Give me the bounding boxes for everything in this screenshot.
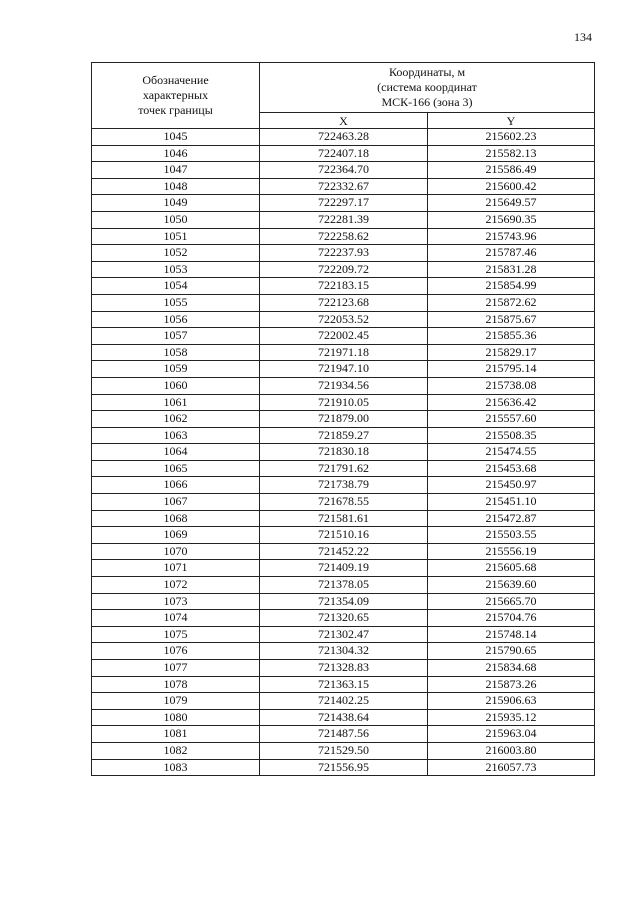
header-points-line-1: Обозначение: [142, 73, 209, 87]
y-cell: 215748.14: [428, 626, 595, 643]
x-cell: 721302.47: [260, 626, 428, 643]
point-id-cell: 1052: [92, 245, 260, 262]
x-cell: 722002.45: [260, 328, 428, 345]
table-row: [92, 527, 595, 544]
table-row: [92, 211, 595, 228]
table-row: [92, 344, 595, 361]
point-id-cell: 1067: [92, 494, 260, 511]
x-cell: 721934.56: [260, 377, 428, 394]
x-cell: 722237.93: [260, 245, 428, 262]
y-cell: 215649.57: [428, 195, 595, 212]
y-cell: 215855.36: [428, 328, 595, 345]
table-row: [92, 245, 595, 262]
table-row: [92, 394, 595, 411]
x-cell: 722463.28: [260, 129, 428, 146]
y-cell: 215854.99: [428, 278, 595, 295]
point-id-cell: 1078: [92, 676, 260, 693]
point-id-cell: 1079: [92, 693, 260, 710]
header-coordinates-line-3: МСК-166 (зона 3): [381, 95, 473, 109]
table-row: [92, 494, 595, 511]
y-cell: 215582.13: [428, 145, 595, 162]
x-cell: 722209.72: [260, 261, 428, 278]
y-cell: 215963.04: [428, 726, 595, 743]
header-points-line-3: точек границы: [138, 103, 213, 117]
y-cell: 215704.76: [428, 610, 595, 627]
point-id-cell: 1080: [92, 709, 260, 726]
point-id-cell: 1062: [92, 411, 260, 428]
table-row: [92, 543, 595, 560]
y-cell: 215586.49: [428, 162, 595, 179]
table-header: [92, 63, 595, 129]
y-cell: 215831.28: [428, 261, 595, 278]
x-cell: 722281.39: [260, 211, 428, 228]
table-row: [92, 261, 595, 278]
table-row: [92, 726, 595, 743]
y-cell: 216003.80: [428, 742, 595, 759]
y-cell: 215790.65: [428, 643, 595, 660]
table-row: [92, 610, 595, 627]
x-cell: 721378.05: [260, 577, 428, 594]
x-cell: 721438.64: [260, 709, 428, 726]
y-cell: 215834.68: [428, 660, 595, 677]
y-cell: 215795.14: [428, 361, 595, 378]
point-id-cell: 1063: [92, 427, 260, 444]
page-number: 134: [574, 30, 592, 44]
y-cell: 215743.96: [428, 228, 595, 245]
y-cell: 215935.12: [428, 709, 595, 726]
table-row: [92, 162, 595, 179]
y-cell: 215665.70: [428, 593, 595, 610]
y-cell: 215787.46: [428, 245, 595, 262]
x-cell: 721402.25: [260, 693, 428, 710]
y-cell: 215872.62: [428, 294, 595, 311]
y-cell: 215875.67: [428, 311, 595, 328]
x-cell: 721830.18: [260, 444, 428, 461]
y-cell: 215474.55: [428, 444, 595, 461]
x-cell: 721581.61: [260, 510, 428, 527]
x-cell: 721409.19: [260, 560, 428, 577]
x-cell: 721354.09: [260, 593, 428, 610]
point-id-cell: 1068: [92, 510, 260, 527]
x-cell: 722053.52: [260, 311, 428, 328]
y-cell: 215605.68: [428, 560, 595, 577]
y-cell: 215636.42: [428, 394, 595, 411]
x-cell: 721363.15: [260, 676, 428, 693]
point-id-cell: 1051: [92, 228, 260, 245]
table-row: [92, 145, 595, 162]
x-cell: 721879.00: [260, 411, 428, 428]
x-cell: 722332.67: [260, 178, 428, 195]
x-cell: 721947.10: [260, 361, 428, 378]
table-row: [92, 759, 595, 776]
x-cell: 721529.50: [260, 742, 428, 759]
y-cell: 215556.19: [428, 543, 595, 560]
table-row: [92, 577, 595, 594]
y-cell: 215472.87: [428, 510, 595, 527]
y-cell: 215508.35: [428, 427, 595, 444]
header-coordinates-line-1: Координаты, м: [388, 65, 466, 79]
x-cell: 721678.55: [260, 494, 428, 511]
point-id-cell: 1070: [92, 543, 260, 560]
point-id-cell: 1081: [92, 726, 260, 743]
header-points: [92, 63, 260, 129]
table-row: [92, 294, 595, 311]
x-cell: 721452.22: [260, 543, 428, 560]
table-body: [92, 129, 595, 776]
y-cell: 215451.10: [428, 494, 595, 511]
table-row: [92, 444, 595, 461]
y-cell: 215738.08: [428, 377, 595, 394]
point-id-cell: 1053: [92, 261, 260, 278]
point-id-cell: 1082: [92, 742, 260, 759]
x-cell: 721320.65: [260, 610, 428, 627]
point-id-cell: 1049: [92, 195, 260, 212]
y-cell: 215829.17: [428, 344, 595, 361]
table-row: [92, 693, 595, 710]
point-id-cell: 1075: [92, 626, 260, 643]
y-cell: 215600.42: [428, 178, 595, 195]
point-id-cell: 1077: [92, 660, 260, 677]
y-cell: 215906.63: [428, 693, 595, 710]
table-row: [92, 278, 595, 295]
table-row: [92, 626, 595, 643]
point-id-cell: 1050: [92, 211, 260, 228]
y-cell: 215873.26: [428, 676, 595, 693]
y-cell: 215690.35: [428, 211, 595, 228]
y-cell: 215639.60: [428, 577, 595, 594]
table-row: [92, 676, 595, 693]
point-id-cell: 1047: [92, 162, 260, 179]
x-cell: 721556.95: [260, 759, 428, 776]
point-id-cell: 1059: [92, 361, 260, 378]
table-row: [92, 460, 595, 477]
x-cell: 721738.79: [260, 477, 428, 494]
coordinates-table: [91, 62, 595, 776]
x-cell: 722183.15: [260, 278, 428, 295]
point-id-cell: 1083: [92, 759, 260, 776]
table-row: [92, 643, 595, 660]
table-row: [92, 709, 595, 726]
point-id-cell: 1066: [92, 477, 260, 494]
table-row: [92, 178, 595, 195]
point-id-cell: 1048: [92, 178, 260, 195]
point-id-cell: 1064: [92, 444, 260, 461]
point-id-cell: 1065: [92, 460, 260, 477]
header-coordinates-line-2: (система координат: [377, 80, 477, 94]
x-cell: 722258.62: [260, 228, 428, 245]
x-cell: 722407.18: [260, 145, 428, 162]
x-cell: 722297.17: [260, 195, 428, 212]
y-cell: 215450.97: [428, 477, 595, 494]
x-cell: 721304.32: [260, 643, 428, 660]
table-row: [92, 328, 595, 345]
x-cell: 721510.16: [260, 527, 428, 544]
point-id-cell: 1046: [92, 145, 260, 162]
header-coordinates: [260, 63, 595, 113]
point-id-cell: 1072: [92, 577, 260, 594]
x-cell: 722123.68: [260, 294, 428, 311]
table-row: [92, 510, 595, 527]
table-row: [92, 560, 595, 577]
header-points-line-2: характерных: [142, 88, 209, 102]
point-id-cell: 1055: [92, 294, 260, 311]
x-cell: 721487.56: [260, 726, 428, 743]
table-row: [92, 361, 595, 378]
table-row: [92, 411, 595, 428]
point-id-cell: 1069: [92, 527, 260, 544]
y-cell: 215557.60: [428, 411, 595, 428]
point-id-cell: 1076: [92, 643, 260, 660]
point-id-cell: 1060: [92, 377, 260, 394]
table-row: [92, 228, 595, 245]
table-row: [92, 195, 595, 212]
point-id-cell: 1056: [92, 311, 260, 328]
point-id-cell: 1058: [92, 344, 260, 361]
table-row: [92, 742, 595, 759]
point-id-cell: 1071: [92, 560, 260, 577]
table-row: [92, 660, 595, 677]
point-id-cell: 1057: [92, 328, 260, 345]
point-id-cell: 1073: [92, 593, 260, 610]
table-row: [92, 377, 595, 394]
y-cell: 215602.23: [428, 129, 595, 146]
x-cell: 721791.62: [260, 460, 428, 477]
table-row: [92, 129, 595, 146]
y-cell: 216057.73: [428, 759, 595, 776]
table-row: [92, 311, 595, 328]
x-cell: 721328.83: [260, 660, 428, 677]
point-id-cell: 1054: [92, 278, 260, 295]
y-cell: 215503.55: [428, 527, 595, 544]
x-cell: 721971.18: [260, 344, 428, 361]
table-row: [92, 427, 595, 444]
point-id-cell: 1074: [92, 610, 260, 627]
y-cell: 215453.68: [428, 460, 595, 477]
x-cell: 721859.27: [260, 427, 428, 444]
point-id-cell: 1045: [92, 129, 260, 146]
header-y: Y: [428, 113, 595, 129]
table-row: [92, 477, 595, 494]
x-cell: 721910.05: [260, 394, 428, 411]
x-cell: 722364.70: [260, 162, 428, 179]
table-row: [92, 593, 595, 610]
point-id-cell: 1061: [92, 394, 260, 411]
header-x: X: [260, 113, 428, 129]
